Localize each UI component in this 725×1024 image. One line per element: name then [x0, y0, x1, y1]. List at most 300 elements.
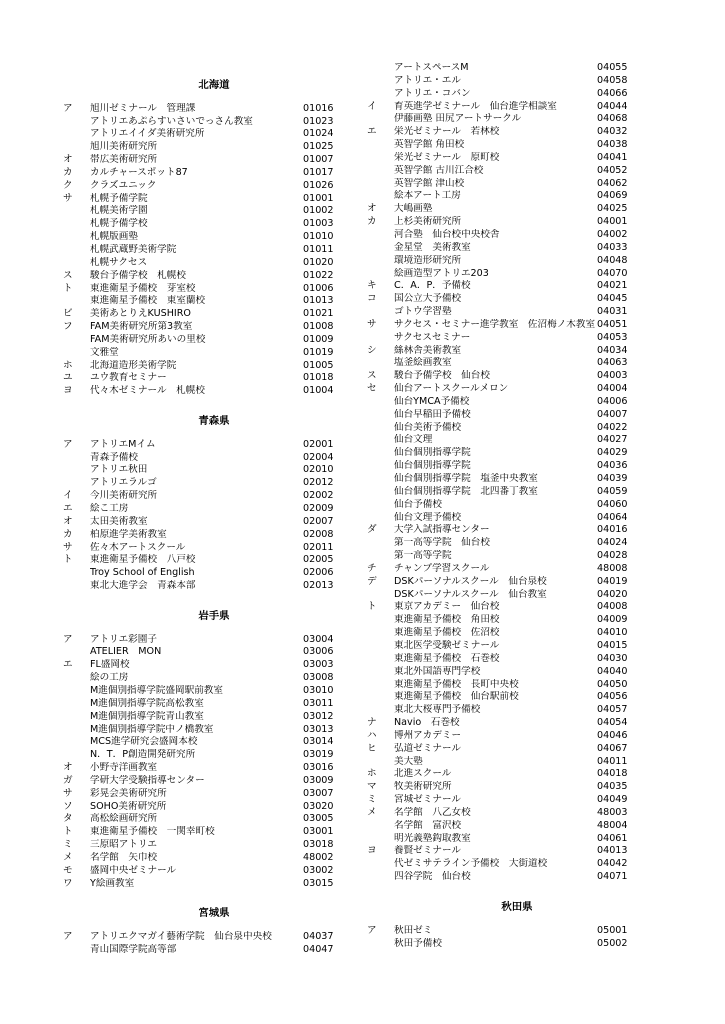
school-name: 東京アカデミー 仙台校 — [394, 601, 500, 613]
kana-index-label: ト — [63, 554, 73, 566]
kana-index-label: エ — [63, 503, 73, 514]
school-name: 弘道ゼミナール — [394, 742, 461, 754]
school-code: 01005 — [303, 359, 334, 371]
school-code: 01002 — [303, 205, 334, 217]
school-name: SOHO美術研究所 — [90, 800, 167, 812]
school-name: 仙台アートスクールメロン — [394, 383, 509, 395]
school-name: アートスペースM — [394, 62, 469, 73]
list-item — [63, 283, 365, 296]
school-code: 04053 — [597, 331, 628, 343]
school-name: 札幌予備学院 — [90, 192, 148, 204]
school-name: 彩晃会美術研究所 — [90, 787, 167, 799]
school-code: 04042 — [597, 858, 628, 870]
list-item — [367, 794, 667, 807]
school-code: 04046 — [597, 729, 628, 741]
school-name: 札幌サクセス — [90, 256, 148, 268]
school-code: 03009 — [303, 774, 334, 786]
list-item — [63, 321, 365, 334]
list-item — [63, 736, 365, 749]
school-name: 牧美術研究所 — [394, 781, 452, 793]
list-item — [367, 524, 667, 537]
school-name: 東進衛星予備校 石巻校 — [394, 652, 500, 664]
school-code: 03008 — [303, 672, 334, 684]
school-name: DSKパーソナルスクール 仙台泉校 — [394, 575, 547, 587]
kana-index-label: マ — [367, 781, 377, 793]
school-code: 48002 — [303, 851, 334, 863]
school-code: 04038 — [597, 139, 628, 151]
list-item — [63, 646, 365, 659]
school-code: 02001 — [303, 438, 334, 450]
school-code: 05001 — [597, 924, 628, 936]
list-item — [63, 529, 365, 542]
school-name: 駿台予備学校 仙台校 — [394, 370, 490, 382]
list-item — [63, 205, 365, 218]
list-item — [367, 666, 667, 679]
list-item — [63, 477, 365, 490]
list-item — [63, 878, 365, 891]
school-code: 04002 — [597, 228, 628, 240]
school-name: 第一高等学院 仙台校 — [394, 537, 490, 549]
school-name: 太田美術教室 — [90, 515, 148, 527]
entry-list — [63, 439, 365, 593]
list-item — [367, 280, 667, 293]
right-column — [367, 62, 667, 950]
school-name: 英智学館 津山校 — [394, 177, 465, 189]
school-name: 東進衛星予備校 佐沼校 — [394, 627, 500, 639]
school-code: 02007 — [303, 515, 334, 527]
kana-index-label: タ — [63, 813, 73, 825]
school-name: ATELIER MON — [90, 646, 162, 658]
list-item — [367, 614, 667, 627]
school-code: 04015 — [597, 639, 628, 651]
kana-index-label: コ — [367, 293, 377, 305]
school-code: 04067 — [597, 742, 628, 754]
school-code: 04044 — [597, 100, 628, 112]
school-name: 育英進学ゼミナール 仙台進学相談室 — [394, 100, 557, 112]
school-code: 04020 — [597, 588, 628, 600]
list-item — [367, 871, 667, 884]
list-item — [367, 126, 667, 139]
school-code: 04024 — [597, 537, 628, 549]
school-code: 04059 — [597, 485, 628, 497]
list-item — [63, 347, 365, 360]
list-item — [367, 409, 667, 422]
school-code: 04032 — [597, 126, 628, 138]
list-item — [367, 396, 667, 409]
school-name: 英智学館 角田校 — [394, 139, 465, 151]
school-code: 04047 — [303, 944, 334, 955]
list-item — [63, 839, 365, 852]
kana-index-label: ホ — [367, 768, 377, 780]
school-name: 英智学館 古川江合校 — [394, 164, 484, 176]
list-item — [367, 165, 667, 178]
entry-list — [63, 103, 365, 398]
section-heading: 北海道 — [198, 78, 230, 91]
school-name: 駿台予備学校 札幌校 — [90, 269, 186, 281]
school-code: 01008 — [303, 321, 334, 333]
school-name: 美術あとりえKUSHIRO — [90, 308, 191, 320]
list-item — [367, 925, 667, 938]
list-item — [63, 490, 365, 503]
school-name: 絵本アート工房 — [394, 190, 461, 202]
list-item — [63, 116, 365, 129]
school-code: 02012 — [303, 477, 334, 489]
school-code: 04070 — [597, 267, 628, 279]
section-heading: 秋田県 — [501, 900, 533, 913]
list-item — [367, 101, 667, 114]
school-name: 北進スクール — [394, 768, 452, 780]
school-code: 03012 — [303, 710, 334, 722]
school-name: 柏原進学美術教室 — [90, 528, 167, 540]
school-code: 01009 — [303, 333, 334, 345]
list-item — [63, 503, 365, 516]
entry-list — [63, 931, 365, 957]
school-name: アトリエクマガイ藝術学院 仙台泉中央校 — [90, 931, 272, 943]
school-name: FAM美術研究所第3教室 — [90, 321, 193, 333]
school-code: 04035 — [597, 781, 628, 793]
school-code: 02004 — [303, 451, 334, 463]
list-item — [63, 788, 365, 801]
list-item — [367, 242, 667, 255]
school-code: 04049 — [597, 794, 628, 806]
list-item — [367, 589, 667, 602]
school-name: 塩釜絵画教室 — [394, 357, 452, 369]
school-code: 04008 — [597, 601, 628, 613]
school-name: 大嶋画塾 — [394, 203, 433, 215]
list-item — [63, 334, 365, 347]
school-code: 02011 — [303, 541, 334, 553]
list-item — [367, 679, 667, 692]
school-code: 03020 — [303, 800, 334, 812]
kana-index-label: ア — [63, 438, 73, 450]
list-item — [63, 257, 365, 270]
kana-index-label: ト — [63, 826, 73, 838]
school-name: 仙台予備校 — [394, 498, 442, 510]
entry-list — [63, 634, 365, 891]
list-item — [367, 512, 667, 525]
kana-index-label: ア — [367, 924, 377, 936]
school-code: 04052 — [597, 164, 628, 176]
list-item — [63, 128, 365, 141]
kana-index-label: シ — [367, 344, 377, 356]
school-name: 美大塾 — [394, 755, 423, 767]
list-item — [63, 711, 365, 724]
list-item — [63, 931, 365, 944]
kana-index-label: チ — [367, 562, 377, 574]
school-code: 04029 — [597, 447, 628, 459]
list-item — [367, 268, 667, 281]
list-item — [63, 698, 365, 711]
school-code: 03018 — [303, 839, 334, 851]
school-code: 03010 — [303, 684, 334, 696]
list-item — [367, 229, 667, 242]
school-name: 博州アカデミー — [394, 729, 462, 741]
school-name: 仙台文理予備校 — [394, 511, 462, 523]
list-item — [63, 685, 365, 698]
kana-index-label: ミ — [63, 839, 73, 851]
kana-index-label: ユ — [63, 372, 73, 384]
school-name: 札幌美術学園 — [90, 205, 148, 217]
school-name: 東進衛星予備校 芽室校 — [90, 282, 196, 294]
kana-index-label: デ — [367, 575, 377, 587]
kana-index-label: イ — [63, 490, 73, 502]
list-item — [63, 167, 365, 180]
kana-index-label: キ — [367, 280, 377, 292]
kana-index-label: ア — [63, 931, 73, 943]
school-name: 東北大進学会 青森本部 — [90, 580, 196, 592]
school-code: 01004 — [303, 385, 334, 397]
school-code: 04033 — [597, 241, 628, 253]
kana-index-label: サ — [63, 192, 73, 204]
school-name: 第一高等学院 — [394, 550, 452, 562]
list-item — [367, 756, 667, 769]
kana-index-label: ト — [367, 601, 377, 613]
section-heading: 宮城県 — [198, 907, 230, 920]
list-item — [63, 308, 365, 321]
school-name: 高松絵画研究所 — [90, 813, 158, 825]
list-item — [367, 845, 667, 858]
school-code: 03006 — [303, 646, 334, 658]
school-name: 仙台早稲田予備校 — [394, 408, 471, 420]
school-name: 大学入試指導センター — [394, 524, 490, 536]
school-name: 栄光ゼミナール 原町校 — [394, 151, 500, 163]
school-name: 絵こ工房 — [90, 503, 129, 514]
list-item — [367, 768, 667, 781]
school-code: 01019 — [303, 346, 334, 358]
list-item — [63, 801, 365, 814]
school-code: 01011 — [303, 243, 334, 255]
school-code: 04025 — [597, 203, 628, 215]
school-code: 04054 — [597, 717, 628, 729]
school-code: 01003 — [303, 218, 334, 230]
school-code: 04028 — [597, 550, 628, 562]
school-code: 04058 — [597, 74, 628, 86]
list-item — [63, 360, 365, 373]
kana-index-label: ワ — [63, 877, 73, 889]
list-item — [367, 370, 667, 383]
school-name: 名学館 矢巾校 — [90, 851, 158, 863]
list-item — [63, 385, 365, 398]
kana-index-label: ヒ — [367, 742, 377, 754]
list-item — [63, 439, 365, 452]
kana-index-label: エ — [367, 126, 377, 138]
school-name: 仙台YMCA予備校 — [394, 395, 470, 407]
list-item — [63, 762, 365, 775]
school-name: 栄光ゼミナール 若林校 — [394, 126, 500, 138]
school-code: 02005 — [303, 554, 334, 566]
school-name: M進個別指導学院中ノ橋教室 — [90, 723, 214, 735]
school-name: アトリエ・コバン — [394, 87, 471, 99]
kana-index-label: ヨ — [367, 845, 377, 857]
kana-index-label: セ — [367, 383, 377, 395]
school-code: 04030 — [597, 652, 628, 664]
school-name: アトリエ秋田 — [90, 464, 148, 476]
list-item — [367, 820, 667, 833]
list-item — [367, 858, 667, 871]
school-code: 03002 — [303, 864, 334, 876]
school-code: 48004 — [597, 819, 628, 831]
school-code: 01021 — [303, 308, 334, 320]
school-code: 01007 — [303, 154, 334, 166]
list-item — [63, 852, 365, 865]
list-item — [63, 244, 365, 257]
school-code: 04021 — [597, 280, 628, 292]
school-name: 仙台個別指導学院 — [394, 460, 471, 472]
kana-index-label: カ — [63, 528, 73, 540]
school-code: 01016 — [303, 102, 334, 114]
left-column — [63, 62, 365, 957]
school-code: 04051 — [597, 318, 628, 330]
school-code: 04040 — [597, 665, 628, 677]
school-code: 04037 — [303, 931, 334, 943]
list-item — [63, 567, 365, 580]
kana-index-label: ト — [63, 282, 73, 294]
school-name: Troy School of English — [90, 567, 195, 579]
list-item — [367, 691, 667, 704]
kana-index-label: ア — [63, 102, 73, 114]
school-name: 東北医学受験ゼミナール — [394, 639, 500, 651]
school-name: 代々木ゼミナール 札幌校 — [90, 385, 205, 397]
school-name: 秋田ゼミ — [394, 924, 433, 936]
school-code: 03019 — [303, 749, 334, 761]
list-item — [63, 231, 365, 244]
list-item — [367, 152, 667, 165]
kana-index-label: オ — [367, 203, 377, 215]
list-item — [367, 653, 667, 666]
school-name: 秋田予備校 — [394, 937, 442, 949]
school-name: 帯広美術研究所 — [90, 154, 158, 166]
list-item — [63, 372, 365, 385]
school-code: 02006 — [303, 567, 334, 579]
list-item — [367, 473, 667, 486]
list-item — [63, 659, 365, 672]
school-code: 04006 — [597, 395, 628, 407]
school-name: Y絵画教室 — [90, 877, 135, 889]
section-heading: 青森県 — [198, 414, 230, 427]
school-name: ユウ教育セミナー — [90, 372, 167, 384]
school-name: 東北大桜専門予備校 — [394, 704, 481, 716]
school-name: アトリエイイダ美術研究所 — [90, 128, 205, 140]
school-name: アトリエ彩園子 — [90, 633, 157, 645]
school-code: 04056 — [597, 691, 628, 703]
school-code: 04063 — [597, 357, 628, 369]
kana-index-label: カ — [367, 216, 377, 228]
school-code: 03003 — [303, 659, 334, 671]
school-code: 04057 — [597, 704, 628, 716]
school-name: ゴトウ学習塾 — [394, 306, 452, 318]
kana-index-label: メ — [63, 851, 73, 863]
kana-index-label: カ — [63, 166, 73, 178]
school-code: 04045 — [597, 293, 628, 305]
list-item — [367, 447, 667, 460]
list-item — [63, 775, 365, 788]
list-item — [367, 704, 667, 717]
list-item — [367, 601, 667, 614]
school-name: 名学館 八乙女校 — [394, 806, 471, 818]
kana-index-label: サ — [63, 541, 73, 553]
school-name: M進個別指導学院青山教室 — [90, 710, 204, 722]
school-code: 04048 — [597, 254, 628, 266]
list-item — [63, 452, 365, 465]
kana-index-label: サ — [63, 787, 73, 799]
school-name: 東進衛星予備校 八戸校 — [90, 554, 196, 566]
school-name: 仙台美術予備校 — [394, 421, 462, 433]
school-code: 01001 — [303, 192, 334, 204]
school-code: 05002 — [597, 937, 628, 949]
school-code: 03015 — [303, 877, 334, 889]
school-name: チャンプ学習スクール — [394, 562, 490, 574]
list-item — [63, 464, 365, 477]
school-code: 03001 — [303, 826, 334, 838]
school-name: 絵画造型アトリエ203 — [394, 267, 489, 279]
school-name: 国公立大予備校 — [394, 293, 462, 305]
school-code: 04060 — [597, 498, 628, 510]
school-code: 03007 — [303, 787, 334, 799]
school-name: 河合塾 仙台校中央校舎 — [394, 228, 500, 240]
school-name: 絵の工房 — [90, 672, 129, 684]
school-name: 東北外国語専門学校 — [394, 665, 481, 677]
section-heading: 岩手県 — [198, 609, 230, 622]
school-name: 青森予備校 — [90, 451, 138, 463]
list-item — [367, 139, 667, 152]
list-item — [367, 88, 667, 101]
list-item — [367, 833, 667, 846]
list-item — [367, 422, 667, 435]
list-item — [63, 634, 365, 647]
list-item — [367, 576, 667, 589]
list-item — [63, 672, 365, 685]
school-name: カルチャースポット87 — [90, 166, 188, 178]
school-name: サクセス・セミナー進学教室 佐沼梅ノ木教室 — [394, 318, 596, 330]
school-name: 仙台個別指導学院 — [394, 447, 471, 459]
school-name: 絲林舎美術教室 — [394, 344, 462, 356]
school-code: 01013 — [303, 295, 334, 307]
list-item — [367, 434, 667, 447]
school-name: Navio 石巻校 — [394, 717, 460, 729]
school-code: 01006 — [303, 282, 334, 294]
school-name: FAM美術研究所あいの里校 — [90, 333, 206, 345]
school-code: 04055 — [597, 62, 628, 73]
school-name: サクセスセミナー — [394, 331, 471, 343]
list-item — [367, 640, 667, 653]
school-code: 04062 — [597, 177, 628, 189]
school-code: 03014 — [303, 736, 334, 748]
school-code: 04050 — [597, 678, 628, 690]
school-code: 04022 — [597, 421, 628, 433]
school-name: 明光義塾鈎取教室 — [394, 832, 471, 844]
list-item — [63, 826, 365, 839]
school-name: 代ゼミサテライン予備校 大街道校 — [394, 858, 548, 870]
kana-index-label: メ — [367, 806, 377, 818]
list-item — [63, 516, 365, 529]
school-name: 旭川ゼミナール 管理課 — [90, 102, 196, 114]
kana-index-label: イ — [367, 100, 377, 112]
list-item — [367, 306, 667, 319]
list-item — [367, 255, 667, 268]
school-code: 04019 — [597, 575, 628, 587]
list-item — [63, 180, 365, 193]
list-item — [63, 270, 365, 283]
school-code: 02008 — [303, 528, 334, 540]
school-name: 上杉美術研究所 — [394, 216, 462, 228]
school-code: 03013 — [303, 723, 334, 735]
kana-index-label: ア — [63, 633, 73, 645]
school-name: 仙台個別指導学院 北四番丁教室 — [394, 485, 538, 497]
school-name: 札幌武蔵野美術学院 — [90, 243, 177, 255]
school-name: 仙台個別指導学院 塩釜中央教室 — [394, 473, 538, 484]
list-item — [367, 743, 667, 756]
school-name: M進個別指導学院高松教室 — [90, 697, 204, 709]
